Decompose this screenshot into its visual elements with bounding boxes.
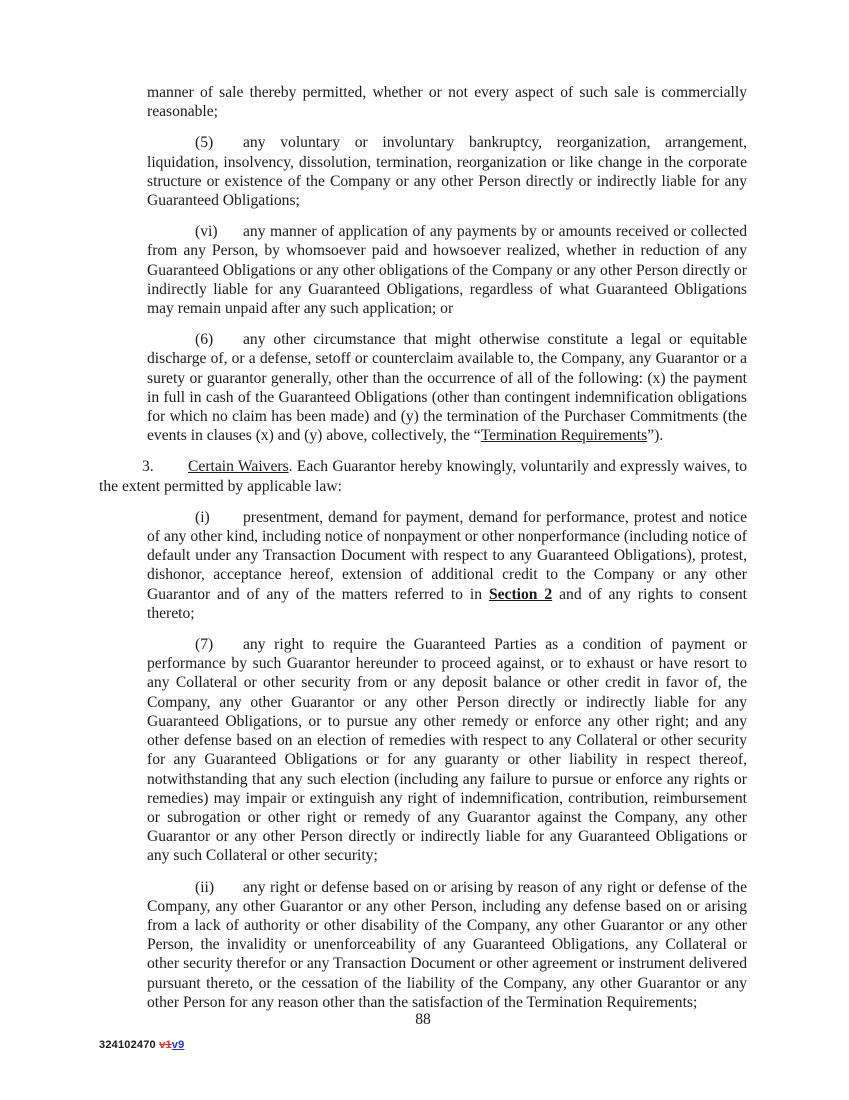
text-segment: . Each Guarantor hereby knowingly, voluntarily and expressly waives, to the extent permitted by applicable law: — [99, 458, 747, 495]
text-segment: presentment, demand for payment, demand for performance, protest and notice of any other kind, including notice of nonpayment or other nonperformance (including notice of default under any Transaction Document with respect to any Guaranteed Obligations), protest, dishonor, acceptance hereof, extension of additional credit to the Company or any other Guarantor and of any of the matters referred to in — [147, 508, 747, 603]
text-segment: Termination Requirements — [480, 427, 648, 445]
paragraph-number: (vi) — [195, 223, 218, 241]
paragraph-number: (ii) — [195, 878, 215, 896]
document-footer — [99, 1039, 184, 1051]
text-segment: ”). — [647, 427, 664, 445]
paragraph-number: (5) — [195, 134, 214, 152]
text-segment: Section 2 — [488, 585, 553, 603]
text-segment: any voluntary or involuntary bankruptcy, reorganization, arrangement, liquidation, insolvency, dissolution, termination, reorganization or like change in the corporate structure or existence of the Company or any other Person directly or indirectly liable for any Guaranteed Obligations; — [147, 134, 747, 210]
footer-version-deleted: v1 — [159, 1039, 172, 1051]
paragraph-continuation — [147, 83, 747, 121]
paragraph-vi — [147, 222, 747, 318]
paragraph-section-3 — [99, 457, 747, 495]
text-segment: any manner of application of any payments by or amounts received or collected from any Person, by whomsoever paid and howsoever realized, whether in reduction of any Guaranteed Obligations or any other obligations of the Company or any other Person directly or indirectly liable for any Guaranteed Obligations, regardless of what Guaranteed Obligations may remain unpaid after any such application; or — [147, 223, 747, 318]
paragraph-6 — [147, 330, 747, 445]
paragraph-number: (6) — [195, 331, 214, 349]
paragraph-i — [147, 508, 747, 623]
text-segment: any right to require the Guaranteed Parties as a condition of payment or performance by such Guarantor hereunder to proceed against, or to exhaust or have resort to any Collateral or other security from or any deposit balance or other credit in favor of, the Company, any other Guarantor or any other Person directly or indirectly liable for any Guaranteed Obligations, or to pursue any other remedy or enforce any other right; and any other defense based on an election of remedies with respect to any Collateral or other security for any Guaranteed Obligations or for any guaranty or other liability in respect thereof, notwithstanding that any such election (including any failure to pursue or enforce any rights or remedies) may impair or extinguish any right of indemnification, contribution, reimbursement or subrogation or other right or remedy of any Guarantor against the Company, any other Guarantor or any other Person directly or indirectly liable for any Guaranteed Obligations or any such Collateral or other security; — [147, 636, 747, 865]
text-segment: and of any rights to consent thereto; — [147, 585, 747, 622]
text-segment: Certain Waivers — [188, 458, 289, 476]
text-segment: manner of sale thereby permitted, whether or not every aspect of such sale is commercially reasonable; — [147, 84, 747, 121]
text-segment: any other circumstance that might otherwise constitute a legal or equitable discharge of, or a defense, setoff or counterclaim available to, the Company, any Guarantor or a surety or guarantor generally, other than the occurrence of all of the following: (x) the payment in full in cash of the Guaranteed Obligations (other than contingent indemnification obligations for which no claim has been made) and (y) the termination of the Purchaser Commitments (the events in clauses (x) and (y) above, collectively, the “ — [147, 331, 747, 445]
page-number: 88 — [415, 1011, 431, 1028]
paragraph-ii — [147, 878, 747, 1012]
footer-doc-id: 324102470 — [99, 1039, 156, 1051]
paragraph-number: (7) — [195, 636, 214, 654]
paragraph-5 — [147, 133, 747, 210]
paragraph-number: 3. — [142, 458, 154, 476]
document-body — [99, 83, 747, 1024]
text-segment: any right or defense based on or arising by reason of any right or defense of the Company, any other Guarantor or any other Person, including any defense based on or arising from a lack of authority or other disability of the Company, any other Guarantor or any other Person, the invalidity or unenforceability of any Guaranteed Obligations, any Collateral or other security therefor or any Transaction Document or other agreement or instrument delivered pursuant thereto, or the cessation of the liability of the Company, any other Guarantor or any other Person for any reason other than the satisfaction of the Termination Requirements; — [147, 878, 747, 1011]
paragraph-number: (i) — [195, 508, 210, 526]
paragraph-7 — [147, 635, 747, 865]
footer-version-inserted: v9 — [171, 1039, 185, 1051]
